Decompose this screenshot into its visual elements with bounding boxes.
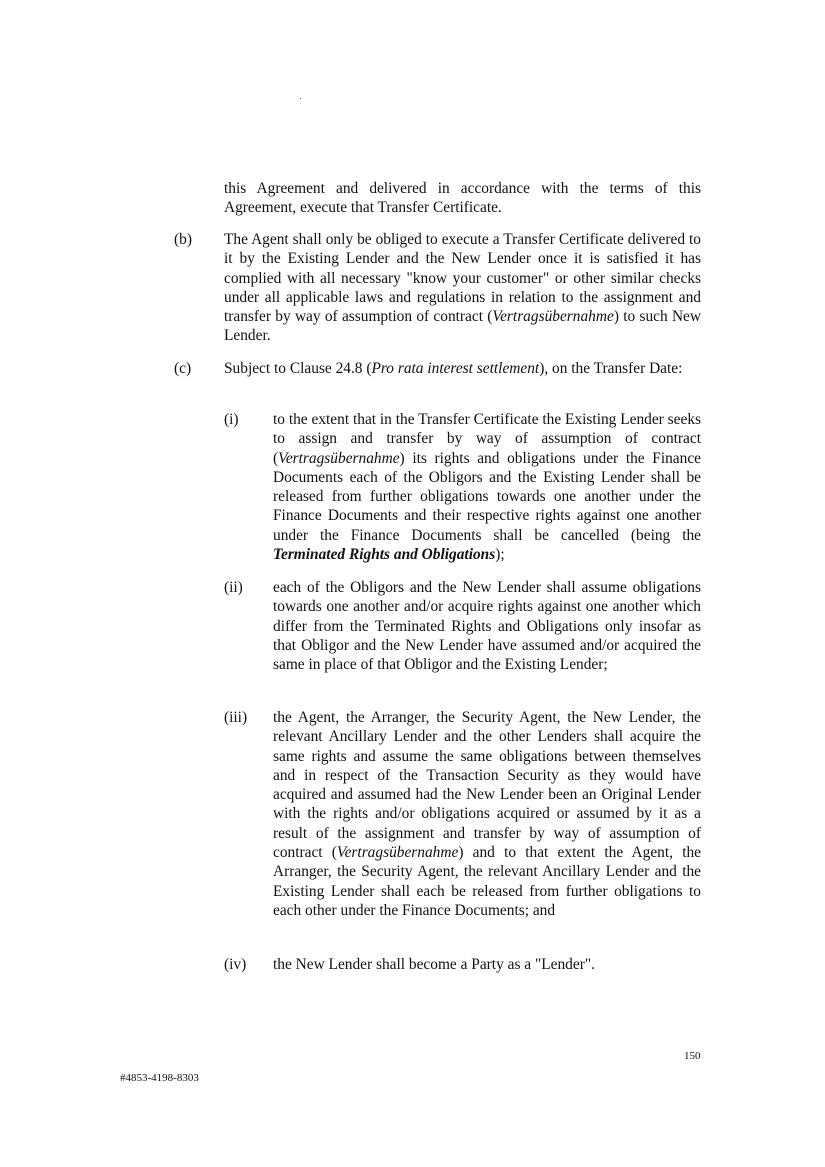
- clause-c-i-paragraph: to the extent that in the Transfer Certificate the Existing Lender seeks to assign and transfer by way of assumption of contract (Vertragsübernahme) its rights and obligations under the Finance Documents each of the Obligors and the Existing Lender shall be released from further obligations towards one another under the Finance Documents and their respective rights against one another under the Finance Documents shall be cancelled (being the Terminated Rights and Obligations);: [273, 411, 701, 564]
- continuation-paragraph: [224, 179, 701, 218]
- clause-c-i-label: (i): [224, 411, 239, 428]
- document-reference: #4853-4198-8303: [120, 1072, 199, 1084]
- clause-b-paragraph: The Agent shall only be obliged to execute a Transfer Certificate delivered to it by the Existing Lender and the New Lender once it is satisfied it has complied with all necessary "know your customer" or other similar checks under all applicable laws and regulations in relation to the assignment and transfer by way of assumption of contract (Vertragsübernahme) to such New Lender.: [224, 231, 702, 345]
- clause-c-label: (c): [174, 360, 192, 377]
- continuation-text: this Agreement and delivered in accordance with the terms of this Agreement, execute that Transfer Certificate.: [224, 180, 701, 217]
- page-number: 150: [684, 1050, 701, 1062]
- clause-c-ii-label: (ii): [224, 579, 243, 596]
- defined-term: Terminated Rights and Obligations: [273, 546, 496, 564]
- clause-c-ii-paragraph: each of the Obligors and the New Lender shall assume obligations towards one another and/or acquire rights against one another which differ from the Terminated Rights and Obligations only insofar as that Obligor and the New Lender have assumed and/or acquired the same in place of that Obligor and the Existing Lender;: [273, 579, 701, 674]
- clause-c-iv-paragraph: the New Lender shall become a Party as a "Lender".: [273, 956, 595, 973]
- clause-c-paragraph: Subject to Clause 24.8 (Pro rata interest settlement), on the Transfer Date:: [224, 360, 683, 377]
- clause-b-label: (b): [174, 231, 192, 248]
- clause-c-iv-label: (iv): [224, 956, 247, 973]
- clause-c-iii-paragraph: the Agent, the Arranger, the Security Agent, the New Lender, the relevant Ancillary Lender and the other Lenders shall acquire the same rights and assume the same obligations between themselves and in respect of the Transaction Security as they would have acquired and assumed had the New Lender been an Original Lender with the rights and/or obligations acquired or assumed by it as a result of the assignment and transfer by way of assumption of contract (Vertragsübernahme) and to that extent the Agent, the Arranger, the Security Agent, the relevant Ancillary Lender and the Existing Lender shall each be released from further obligations to each other under the Finance Documents; and: [273, 709, 701, 919]
- scan-mark: [300, 98, 301, 99]
- clause-c-iii-label: (iii): [224, 709, 248, 726]
